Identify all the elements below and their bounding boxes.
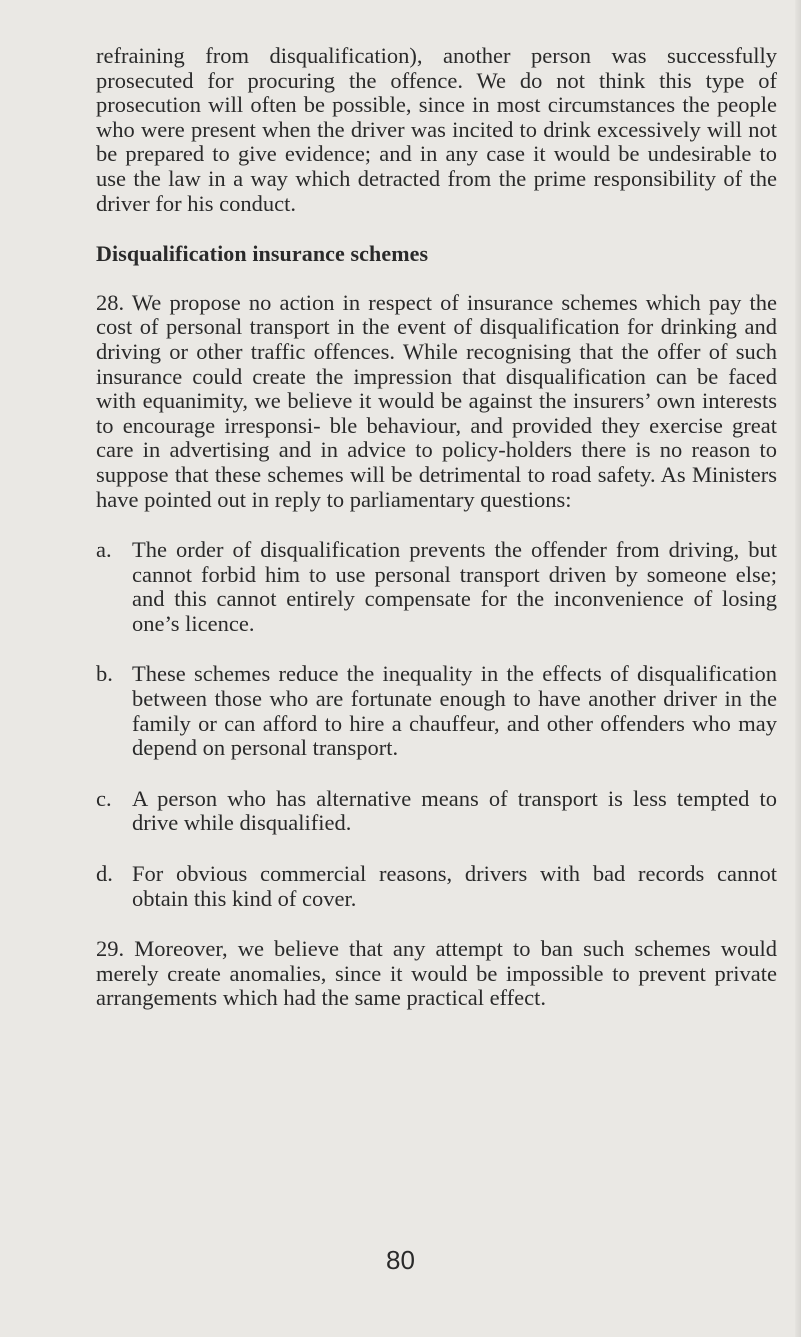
opening-paragraph: refraining from disqualification), another person was successfully prosecuted for procuring the offence. We do not think this type of prosecution will often be possible, since in most circumstances the people who were present when the driver was incited to drink excessively will not be prepared to give evidence; and in any case it would be undesirable to use the law in a way which detracted from the prime responsibility of the driver for his conduct.	[96, 43, 777, 216]
list-text: A person who has alternative means of transport is less tempted to drive while disqualified.	[132, 785, 777, 836]
list-text: For obvious commercial reasons, drivers with bad records cannot obtain this kind of cover.	[132, 861, 777, 911]
section-heading: Disqualification insurance schemes	[96, 241, 429, 267]
list-marker: d.	[96, 861, 113, 887]
page-number: 80	[386, 1245, 415, 1275]
list-text: The order of disqualification prevents the offender from driving, but cannot forbid him to use personal transport driven by someone else; and this cannot entirely compensate for the inconvenience of losing one’s licence.	[132, 537, 777, 636]
list-item-c	[96, 787, 777, 836]
list-marker: a.	[96, 537, 112, 563]
list-item-d	[96, 862, 777, 911]
page-edge-shadow	[795, 0, 801, 1337]
list-text: These schemes reduce the inequality in the effects of disqualification between those who are fortunate enough to have another driver in the family or can afford to hire a chauffeur, and other offenders who may depend on personal transport.	[132, 661, 777, 761]
paragraph-28: 28. We propose no action in respect of insurance schemes which pay the cost of personal transport in the event of disqualification for drinking and driving or other traffic offences. While recognising that the offer of such insurance could create the impression that disqualification can be faced with equanimity, we believe it would be against the insurers’ own interests to encourage irresponsi- ble behaviour, and provided they exercise great care in advertising and in advice to policy-holders there is no reason to suppose that these schemes will be detrimental to road safety. As Ministers have pointed out in reply to parliamentary questions:	[96, 289, 777, 512]
list-marker: c.	[96, 785, 112, 811]
lettered-list	[96, 538, 777, 911]
list-item-a	[96, 538, 777, 636]
paragraph-29: 29. Moreover, we believe that any attempt to ban such schemes would merely create anomalies, since it would be impossible to prevent private arrangements which had the same practical effect.	[96, 936, 777, 1011]
list-marker: b.	[96, 661, 113, 687]
list-item-b	[96, 662, 777, 760]
